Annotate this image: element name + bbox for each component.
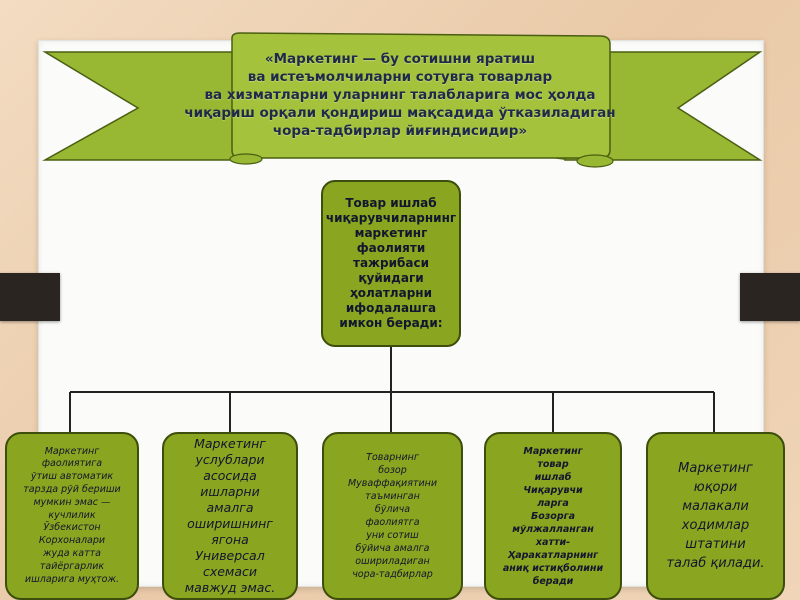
child-box-line: товар <box>537 458 569 470</box>
child-box-line: ошириладиган <box>355 556 430 567</box>
child-box-line: таъминган <box>365 491 420 502</box>
center-box-line: ифодалашга <box>345 301 437 315</box>
child-box-line: Бозорга <box>531 510 575 522</box>
center-box-line: Товар ишлаб <box>345 196 437 210</box>
center-box-line: фаолияти <box>356 241 426 255</box>
center-box <box>321 180 461 347</box>
center-box-line: тажрибаси <box>353 256 429 270</box>
child-box-line: Ҳаракатларнинг <box>507 549 599 561</box>
banner-curl-left <box>230 154 262 164</box>
child-box-line: кучлилик <box>48 509 96 521</box>
child-box-line: бўйича амалга <box>355 543 430 554</box>
child-box-line: малакали <box>682 499 749 514</box>
child-box-line: Корхоналари <box>38 535 106 547</box>
child-box-line: хатти- <box>535 536 571 548</box>
child-box-line: мўлжалланган <box>512 523 594 535</box>
child-box-2 <box>162 432 298 600</box>
child-box-line: Муваффақиятини <box>347 478 438 489</box>
banner-line: чора-тадбирлар йиғиндисидир» <box>272 123 528 139</box>
child-box-line: фаолиятига <box>41 458 103 470</box>
child-box-line: фаолиятга <box>365 517 420 528</box>
child-box-1 <box>5 432 139 600</box>
child-box-line: тарзда рўй бериши <box>23 484 121 495</box>
child-box-line: Универсал <box>195 548 265 563</box>
child-box-line: ишларни <box>200 484 260 499</box>
child-box-3 <box>322 432 463 600</box>
center-box-line: чиқарувчиларнинг <box>325 211 457 225</box>
child-box-line: амалга <box>206 500 254 515</box>
child-box-line: ларга <box>537 497 569 509</box>
child-box-line: Маркетинг <box>523 445 583 457</box>
center-box-line: маркетинг <box>354 226 428 240</box>
child-box-line: услублари <box>195 452 265 467</box>
center-box-line: ҳолатларни <box>349 286 432 300</box>
child-box-line: мавжуд эмас. <box>184 580 276 595</box>
child-box-line: аниқ истиқболини <box>502 562 604 574</box>
child-box-line: асосида <box>203 468 257 483</box>
banner-line: «Маркетинг — бу сотишни яратиш <box>264 51 536 67</box>
child-box-line: оширишнинг <box>187 516 273 531</box>
banner-line: чиқариш орқали қондириш мақсадида ўтказиладиган <box>184 105 616 121</box>
child-box-line: ягона <box>211 532 249 547</box>
child-box-line: Чиқарувчи <box>523 484 583 496</box>
child-box-line: талаб қилади. <box>666 556 765 571</box>
child-box-4 <box>484 432 622 600</box>
child-box-line: бозор <box>378 465 407 476</box>
child-box-line: штатини <box>685 537 746 552</box>
banner-line: ва хизматларни уларнинг талабларига мос ҳолда <box>204 87 596 103</box>
center-box-line: имкон беради: <box>339 316 443 330</box>
child-box-line: Ўзбекистон <box>43 522 101 534</box>
banner-curl-right <box>577 155 613 167</box>
child-box-line: ишлаб <box>534 471 572 483</box>
child-box-line: ўтиш автоматик <box>30 471 114 483</box>
child-box-line: мумкин эмас — <box>33 496 111 508</box>
child-box-line: тайёргарлик <box>39 560 105 572</box>
child-box-line: беради <box>532 575 574 587</box>
child-box-line: чора-тадбирлар <box>352 569 433 580</box>
child-box-line: жуда катта <box>42 547 102 559</box>
center-box-line: қуйидаги <box>358 271 424 285</box>
child-box-5 <box>646 432 785 600</box>
child-box-line: юқори <box>693 480 738 495</box>
child-box-line: ходимлар <box>681 518 750 533</box>
child-box-line: уни сотиш <box>366 530 419 541</box>
banner-line: ва истеъмолчиларни сотувга товарлар <box>247 69 553 85</box>
child-box-line: Маркетинг <box>44 445 100 457</box>
child-box-line: Товарнинг <box>366 452 419 463</box>
child-box-line: Маркетинг <box>194 436 266 451</box>
banner-title <box>175 50 625 140</box>
child-box-line: бўлича <box>374 504 411 515</box>
child-box-line: схемаси <box>202 564 258 579</box>
child-box-line: ишларига муҳтож. <box>24 573 120 585</box>
child-box-line: Маркетинг <box>678 461 753 476</box>
